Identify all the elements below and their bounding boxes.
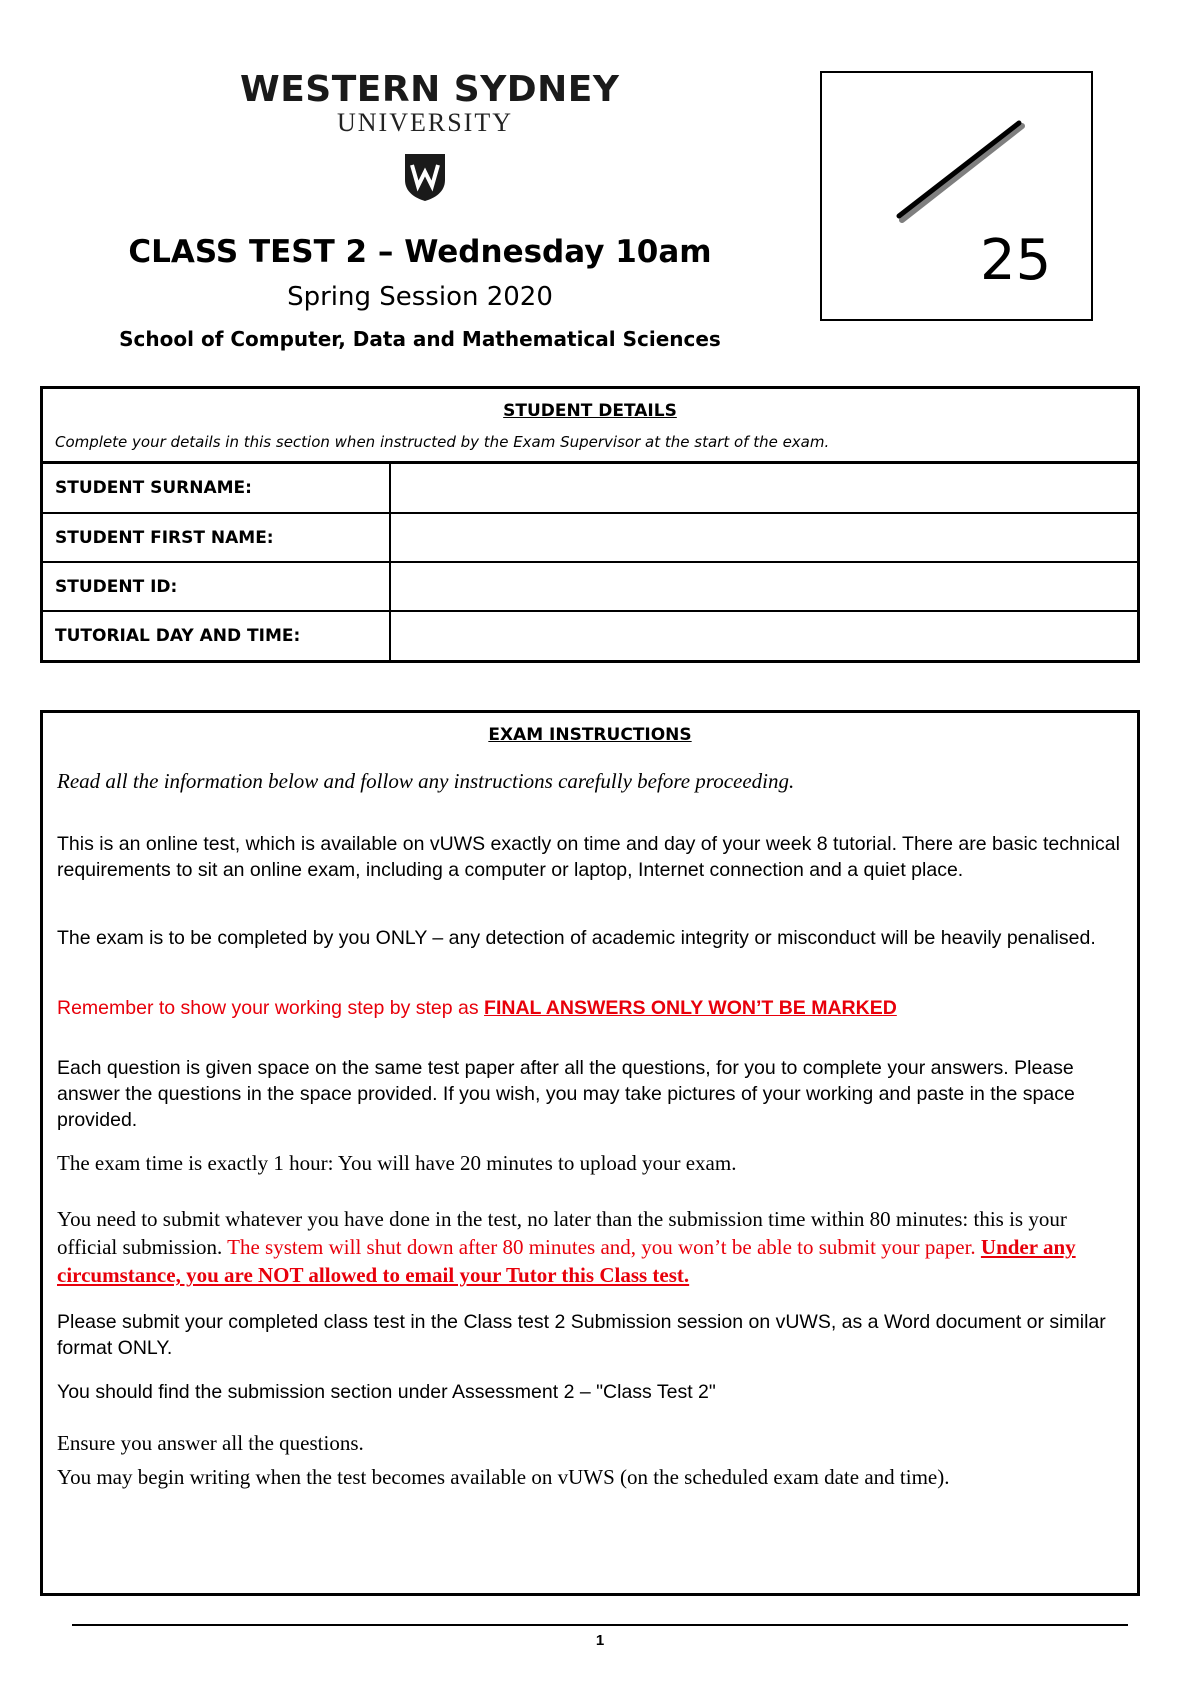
university-name: WESTERN SYDNEY	[240, 69, 620, 110]
submission-text: You need to submit whatever you have done in the test, no later than the submission time within 80 minutes: this is your official submission.	[57, 1207, 1067, 1259]
university-subtitle: UNIVERSITY	[337, 108, 513, 137]
instruction-paragraph: Each question is given space on the same test paper after all the questions, for you to complete your answers. Please answer the questions in the space provided. If you wish, you may take pictures of your working and paste in the space provided.	[57, 1057, 1075, 1131]
instruction-paragraph: The exam is to be completed by you ONLY – any detection of academic integrity or misconduct will be heavily penalised.	[57, 927, 1096, 949]
instruction-paragraph	[57, 995, 1125, 1021]
instruction-paragraph: The exam time is exactly 1 hour: You will have 20 minutes to upload your exam.	[57, 1151, 737, 1175]
page-number: 1	[595, 1632, 605, 1649]
surname-field[interactable]	[390, 464, 1137, 513]
instruction-paragraph: Ensure you answer all the questions.	[57, 1431, 364, 1455]
instruction-paragraph: You should find the submission section under Assessment 2 – "Class Test 2"	[57, 1381, 716, 1403]
test-title: CLASS TEST 2 – Wednesday 10am	[128, 234, 712, 270]
table-row	[43, 513, 1137, 562]
instructions-intro: Read all the information below and follow any instructions carefully before proceeding.	[57, 769, 795, 793]
field-label: TUTORIAL DAY AND TIME:	[43, 611, 390, 660]
score-slash-icon	[892, 118, 1032, 228]
tutorial-time-field[interactable]	[390, 611, 1137, 660]
working-reminder: Remember to show your working step by step as	[57, 997, 485, 1019]
student-details-heading: STUDENT DETAILS	[503, 401, 677, 421]
field-label: STUDENT FIRST NAME:	[43, 513, 390, 562]
student-details-header	[43, 389, 1137, 464]
score-total: 25	[980, 228, 1052, 293]
student-id-field[interactable]	[390, 562, 1137, 611]
session-label: Spring Session 2020	[287, 282, 553, 312]
instruction-paragraph: You may begin writing when the test becomes available on vUWS (on the scheduled exam date and time).	[57, 1465, 950, 1489]
email-warning: Under any circumstance, you are NOT allowed to email your Tutor this Class test.	[57, 1235, 1076, 1287]
score-box	[820, 71, 1093, 321]
footer-divider	[72, 1624, 1128, 1626]
first-name-field[interactable]	[390, 513, 1137, 562]
university-shield-icon	[403, 152, 447, 202]
student-details-note: Complete your details in this section when instructed by the Exam Supervisor at the start of the exam.	[55, 433, 830, 451]
university-logo	[240, 69, 620, 230]
title-block	[60, 230, 780, 356]
table-row	[43, 562, 1137, 611]
school-name: School of Computer, Data and Mathematical Sciences	[119, 327, 721, 351]
final-answers-warning: FINAL ANSWERS ONLY WON’T BE MARKED	[484, 997, 897, 1019]
table-row	[43, 464, 1137, 513]
student-details-box	[40, 386, 1140, 663]
field-label: STUDENT ID:	[43, 562, 390, 611]
table-row	[43, 611, 1137, 660]
student-details-table	[43, 464, 1137, 660]
exam-instructions-box	[40, 710, 1140, 1596]
field-label: STUDENT SURNAME:	[43, 464, 390, 513]
instruction-paragraph	[57, 1205, 1125, 1289]
shutdown-warning: The system will shut down after 80 minutes and, you won’t be able to submit your paper.	[227, 1235, 981, 1259]
instruction-paragraph: Please submit your completed class test in the Class test 2 Submission session on vUWS, as a Word document or similar format ONLY.	[57, 1311, 1106, 1359]
exam-instructions-heading: EXAM INSTRUCTIONS	[488, 725, 692, 745]
instruction-paragraph: This is an online test, which is available on vUWS exactly on time and day of your week 8 tutorial. There are basic technical requirements to sit an online exam, including a computer or laptop, Internet connection and a quiet place.	[57, 833, 1120, 881]
